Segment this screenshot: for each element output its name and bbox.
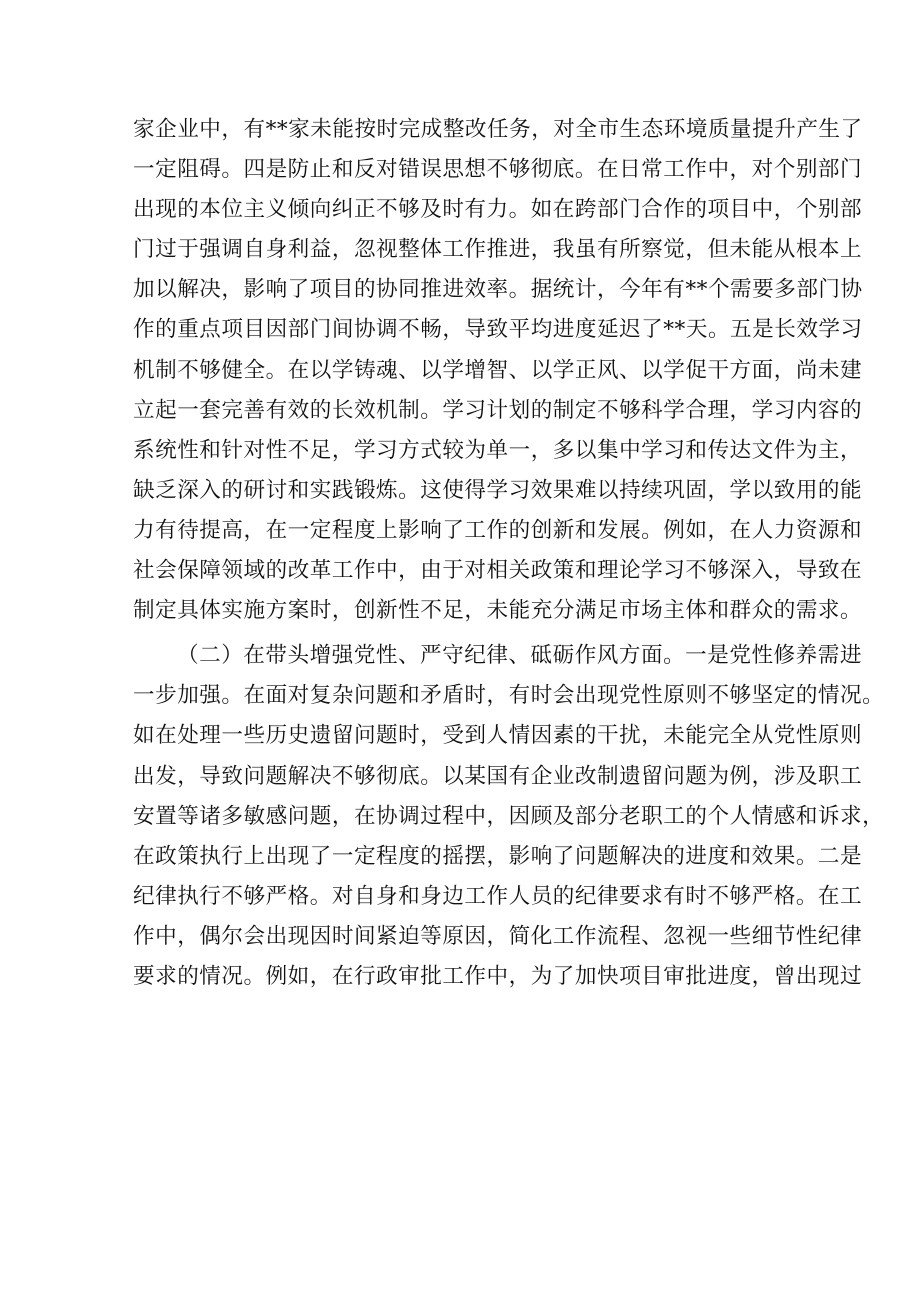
paragraph-2 [133,636,885,997]
text-line: 门过于强调自身利益，忽视整体工作推进，我虽有所察觉，但未能从根本上 [133,237,863,263]
text-line: 作的重点项目因部门间协调不畅，导致平均进度延迟了**天。五是长效学习 [133,317,863,343]
text-line: 一定阻碍。四是防止和反对错误思想不够彻底。在日常工作中，对个别部门 [133,157,863,183]
document-body [133,110,885,997]
text-line: 系统性和针对性不足，学习方式较为单一，多以集中学习和传达文件为主， [133,437,863,463]
text-line: 力有待提高，在一定程度上影响了工作的创新和发展。例如，在人力资源和 [133,517,863,543]
text-line: 制定具体实施方案时，创新性不足，未能充分满足市场主体和群众的需求。 [133,598,863,624]
text-line: 如在处理一些历史遗留问题时，受到人情因素的干扰，未能完全从党性原则 [133,723,863,749]
text-line: （二）在带头增强党性、严守纪律、砥砺作风方面。一是党性修养需进 [177,643,862,669]
text-line: 纪律执行不够严格。对自身和身边工作人员的纪律要求有时不够严格。在工 [133,883,863,909]
text-line: 家企业中，有**家未能按时完成整改任务，对全市生态环境质量提升产生了 [133,117,863,142]
text-line: 在政策执行上出现了一定程度的摇摆，影响了问题解决的进度和效果。二是 [133,843,863,869]
text-line: 加以解决，影响了项目的协同推进效率。据统计，今年有**个需要多部门协 [133,277,863,303]
text-line: 安置等诸多敏感问题，在协调过程中，因顾及部分老职工的个人情感和诉求， [133,803,885,829]
text-line: 一步加强。在面对复杂问题和矛盾时，有时会出现党性原则不够坚定的情况。 [133,683,885,709]
text-line: 立起一套完善有效的长效机制。学习计划的制定不够科学合理，学习内容的 [133,397,863,423]
text-line: 缺乏深入的研讨和实践锻炼。这使得学习效果难以持续巩固，学以致用的能 [133,477,863,503]
text-line: 要求的情况。例如，在行政审批工作中，为了加快项目审批进度，曾出现过 [133,963,863,989]
text-line: 出发，导致问题解决不够彻底。以某国有企业改制遗留问题为例，涉及职工 [133,763,863,789]
text-line: 出现的本位主义倾向纠正不够及时有力。如在跨部门合作的项目中，个别部 [133,197,863,223]
text-line: 作中，偶尔会出现因时间紧迫等原因，简化工作流程、忽视一些细节性纪律 [133,923,863,949]
text-line: 机制不够健全。在以学铸魂、以学增智、以学正风、以学促干方面，尚未建 [133,357,863,383]
paragraph-1 [133,110,863,631]
text-line: 社会保障领域的改革工作中，由于对相关政策和理论学习不够深入，导致在 [133,558,863,584]
